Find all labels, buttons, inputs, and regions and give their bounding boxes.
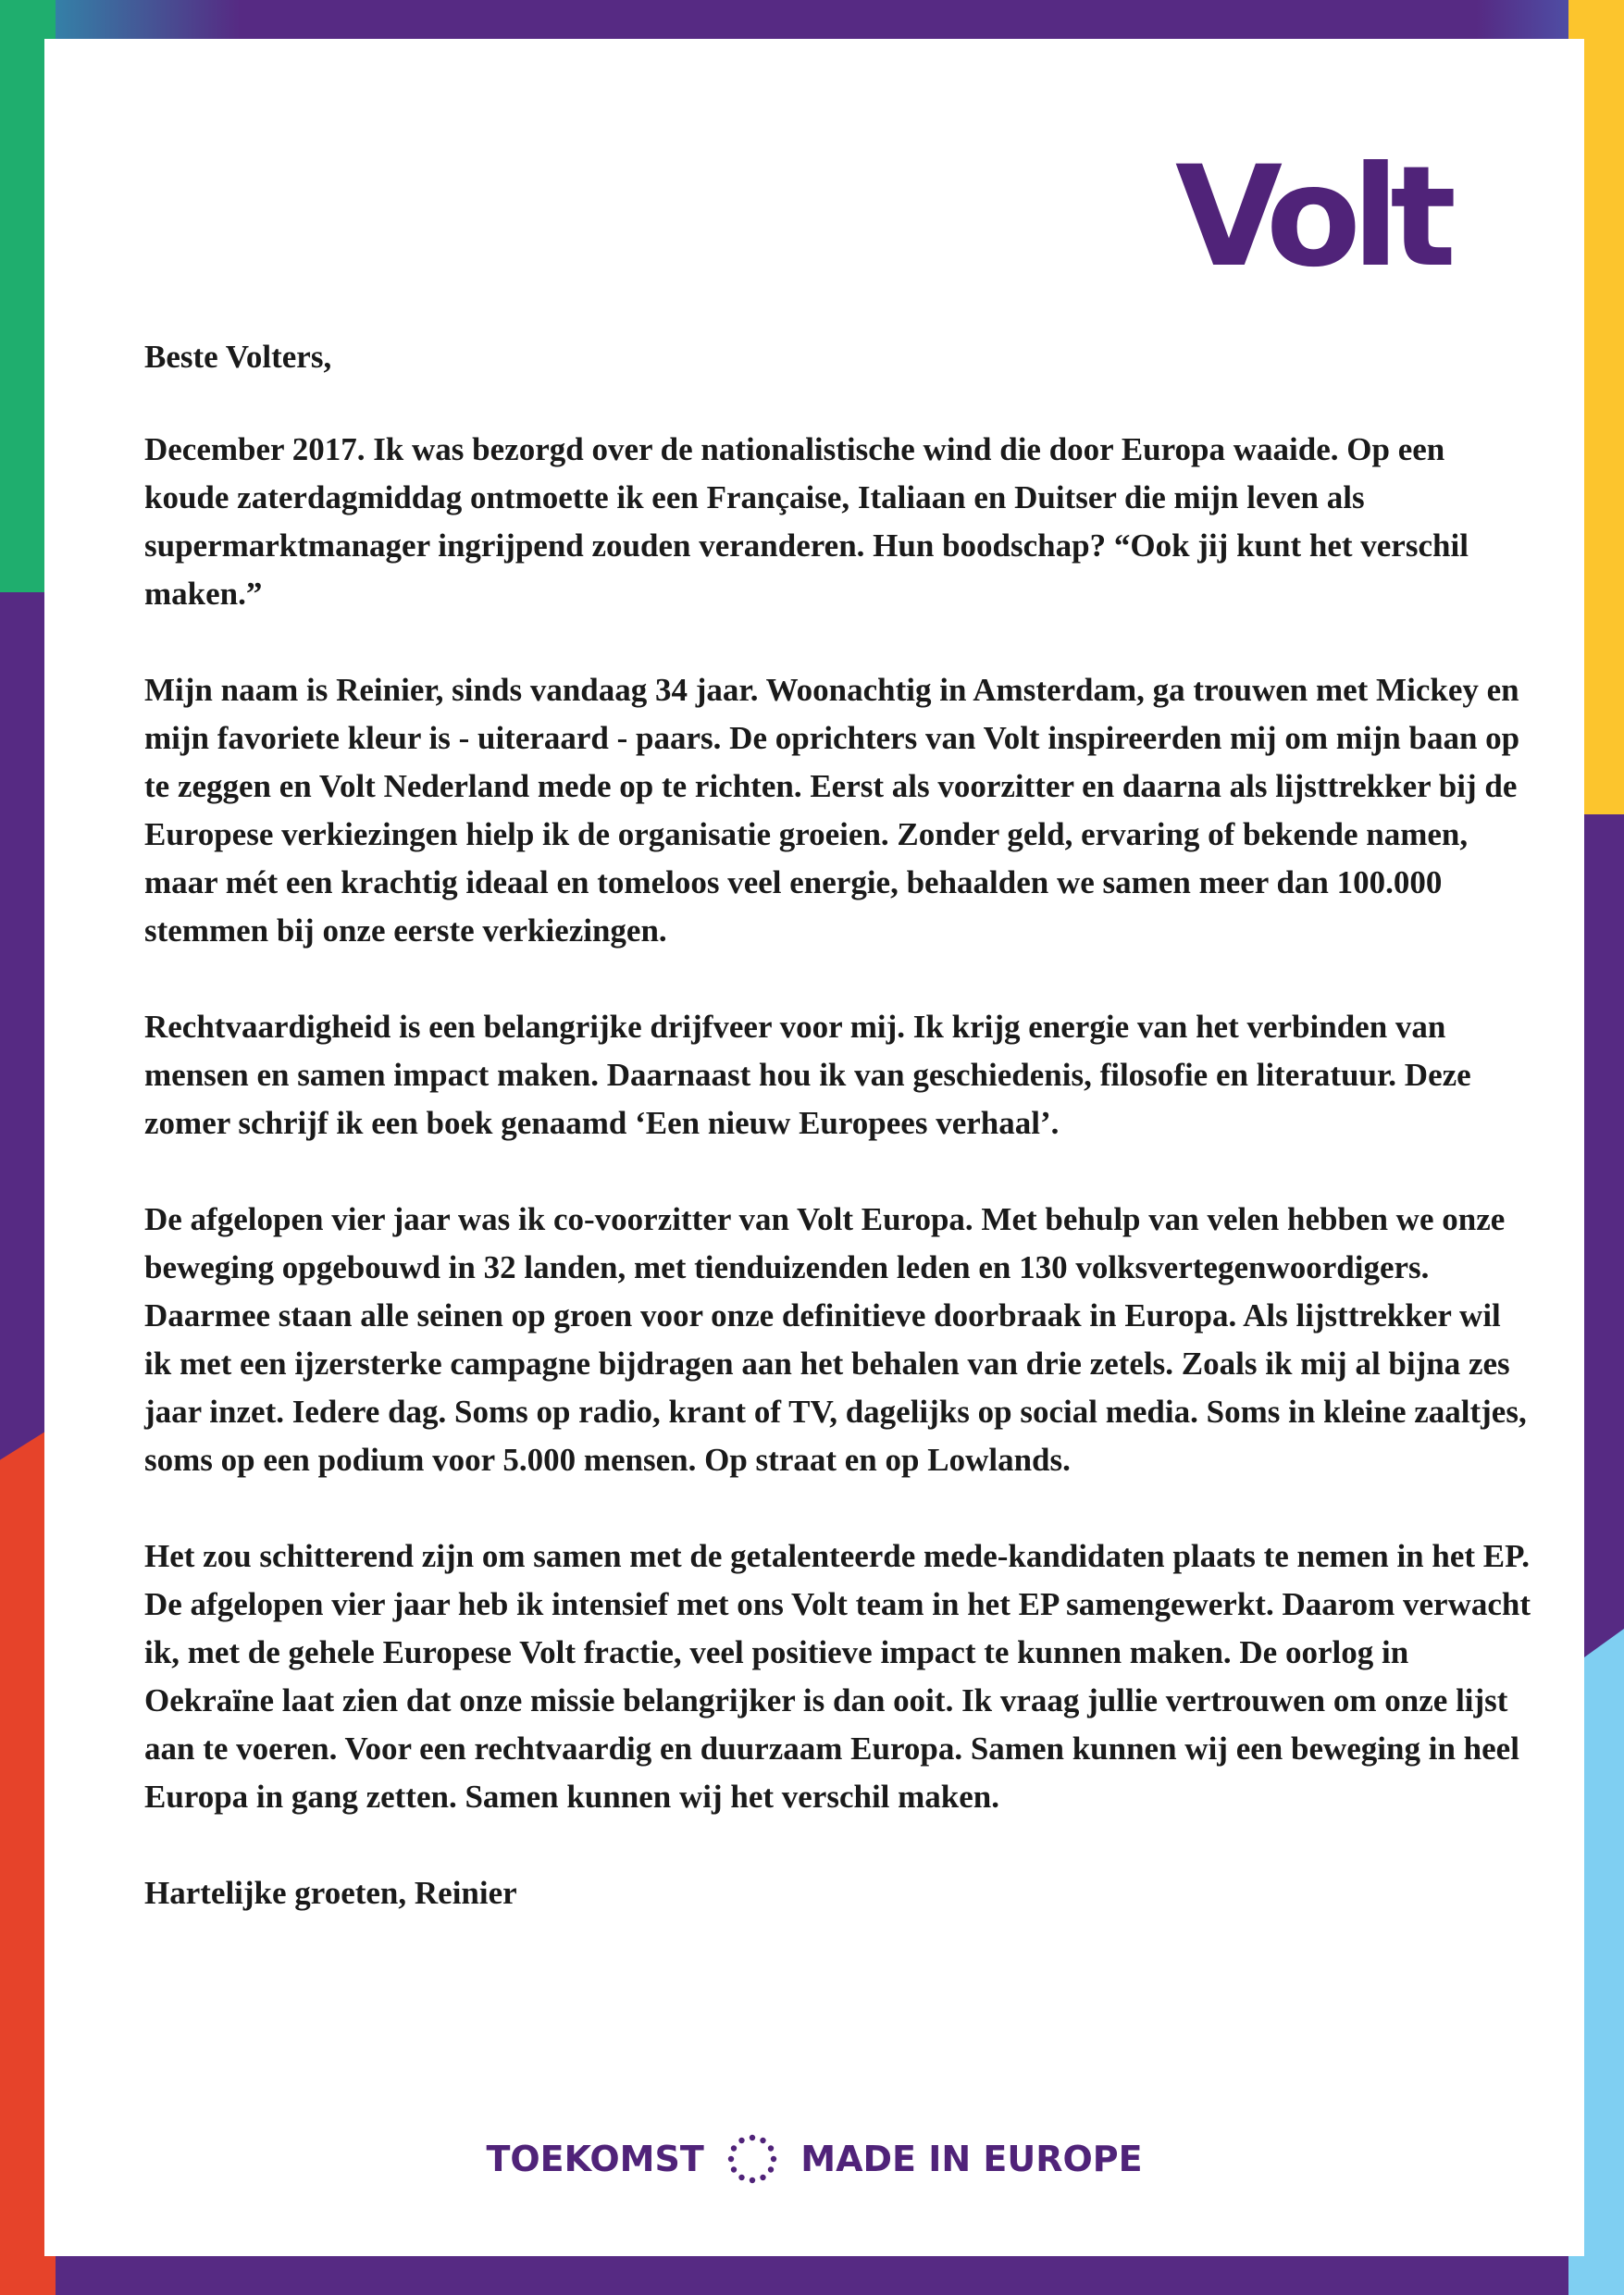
slogan-left: TOEKOMST — [486, 2139, 704, 2179]
eu-stars-icon — [720, 2132, 785, 2186]
letter-greeting: Beste Volters, — [144, 339, 332, 375]
letter-paragraph: Mijn naam is Reinier, sinds vandaag 34 jaar. Woonachtig in Amsterdam, ga trouwen met Mickey en mijn favoriete kleur is - uiteraard - paars. De oprichters van Volt inspireerden mij om mijn baan op te zeggen en Volt Nederland mede op te richten. Eerst als voorzitter en daarna als lijsttrekker bij de Europese verkiezingen hielp ik de organisatie groeien. Zonder geld, ervaring of bekende namen, maar mét een krachtig ideaal en tomeloos veel energie, behaalden we samen meer dan 100.000 stemmen bij onze eerste verkiezingen. — [144, 672, 1520, 949]
slogan-right: MADE IN EUROPE — [800, 2139, 1143, 2179]
letter-page — [44, 39, 1584, 2256]
slogan-footer — [44, 2132, 1584, 2186]
letter-paragraph: Rechtvaardigheid is een belangrijke drijfveer voor mij. Ik krijg energie van het verbinden van mensen en samen impact maken. Daarnaast hou ik van geschiedenis, filosofie en literatuur. Deze zomer schrijf ik een boek genaamd ‘Een nieuw Europees verhaal’. — [144, 1009, 1471, 1141]
letter-paragraph: De afgelopen vier jaar was ik co-voorzitter van Volt Europa. Met behulp van velen hebben we onze beweging opgebouwd in 32 landen, met tienduizenden leden en 130 volksvertegenwoordigers. Daarmee staan alle seinen op groen voor onze definitieve doorbraak in Europa. Als lijsttrekker wil ik met een ijzersterke campagne bijdragen aan het behalen van drie zetels. Zoals ik mij al bijna zes jaar inzet. Iedere dag. Soms op radio, krant of TV, dagelijks op social media. Soms in kleine zaaltjes, soms op een podium voor 5.000 mensen. Op straat en op Lowlands. — [144, 1201, 1527, 1478]
letter-paragraph: Het zou schitterend zijn om samen met de getalenteerde mede-kandidaten plaats te nemen in het EP. De afgelopen vier jaar heb ik intensief met ons Volt team in het EP samengewerkt. Daarom verwacht ik, met de gehele Europese Volt fractie, veel positieve impact te kunnen maken. De oorlog in Oekraïne laat zien dat onze missie belangrijker is dan ooit. Ik vraag jullie vertrouwen om onze lijst aan te voeren. Voor een rechtvaardig en duurzaam Europa. Samen kunnen wij een beweging in heel Europa in gang zetten. Samen kunnen wij het verschil maken. — [144, 1538, 1531, 1815]
letter-body — [144, 333, 1532, 1966]
letter-closing: Hartelijke groeten, Reinier — [144, 1875, 517, 1911]
letter-paragraph: December 2017. Ik was bezorgd over de nationalistische wind die door Europa waaide. Op een koude zaterdagmiddag ontmoette ik een Française, Italiaan en Duitser die mijn leven als supermarktmanager ingrijpend zouden veranderen. Hun boodschap? “Ook jij kunt het verschil maken.” — [144, 431, 1469, 612]
volt-logo: Volt — [1174, 137, 1447, 298]
